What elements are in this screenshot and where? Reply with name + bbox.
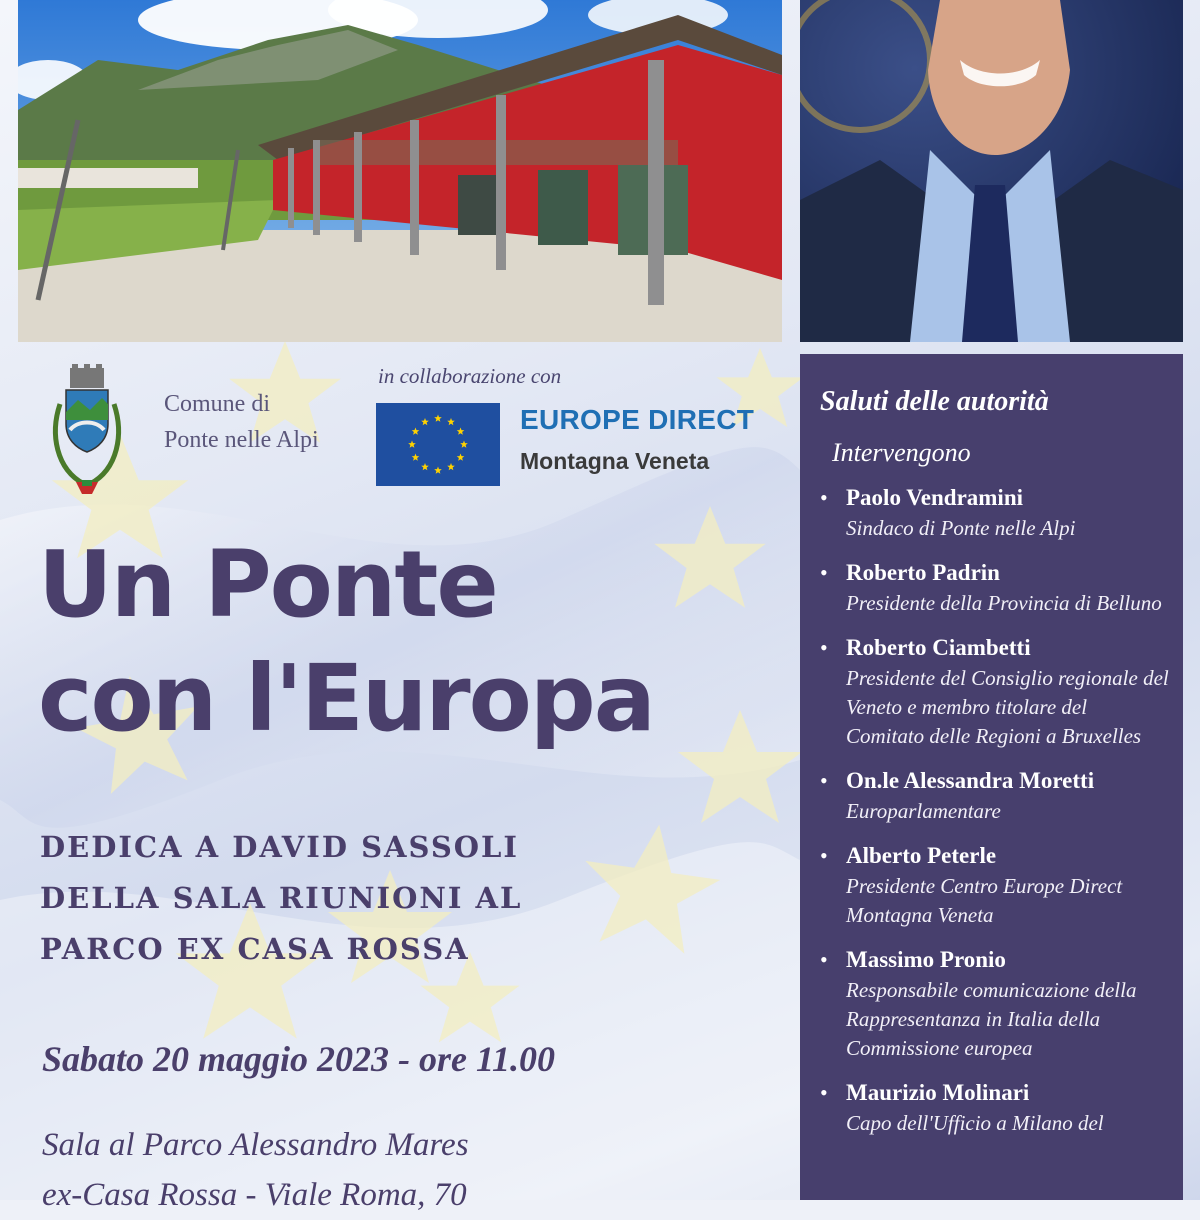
event-date-time: Sabato 20 maggio 2023 - ore 11.00 [42,1039,556,1079]
speaker-role: Capo dell'Ufficio a Milano del [846,1111,1104,1135]
europe-direct-name: EUROPE DIRECT [520,404,755,435]
speaker-name: • Roberto Padrin [846,560,1000,585]
event-title [38,528,798,756]
europe-direct-region: Montagna Veneta [520,448,710,474]
speaker-role: Presidente del Consiglio regionale del Veneto e membro titolare del Comitato delle Regioni a Bruxelles [846,666,1169,748]
speaker-name: • Alberto Peterle [846,843,997,868]
event-subtitle-line2: DELLA SALA RIUNIONI AL [40,881,523,915]
event-venue-line1: Sala al Parco Alessandro Mares [42,1127,469,1163]
event-title-line1: Un Ponte [38,531,497,638]
panel-title: Saluti delle autorità [820,386,1049,417]
event-subtitle [40,822,780,975]
speaker-name: • Maurizio Molinari [846,1080,1030,1105]
speaker-item [818,557,1170,618]
comune-name-line1: Comune di [164,391,270,417]
speaker-role: Presidente Centro Europe Direct Montagna Veneta [846,874,1123,927]
speaker-name: • Paolo Vendramini [846,485,1024,510]
speaker-item [818,1077,1170,1138]
speakers-list [818,482,1170,1152]
speakers-panel [800,354,1183,1200]
speaker-item [818,632,1170,751]
comune-crest-logo [46,364,128,498]
event-title-line2: con l'Europa [38,645,654,752]
event-subtitle-line1: DEDICA A DAVID SASSOLI [40,830,519,864]
portrait-photo [800,0,1183,342]
speaker-item [818,765,1170,826]
speaker-item [818,482,1170,543]
speaker-name: • Roberto Ciambetti [846,635,1031,660]
speaker-role: Responsabile comunicazione della Rappresentanza in Italia della Commissione europea [846,978,1137,1060]
event-subtitle-line3: PARCO EX CASA ROSSA [40,932,470,966]
building-photo [18,0,782,342]
comune-name-line2: Ponte nelle Alpi [164,427,319,453]
event-venue [42,1120,469,1220]
speaker-item [818,944,1170,1063]
speaker-role: Sindaco di Ponte nelle Alpi [846,516,1076,540]
speaker-role: Europarlamentare [846,799,1001,823]
collaboration-label: in collaborazione con [378,364,562,388]
speaker-role: Presidente della Provincia di Belluno [846,591,1162,615]
comune-name [164,386,319,458]
event-venue-line2: ex-Casa Rossa - Viale Roma, 70 [42,1177,467,1213]
speaker-name: • Massimo Pronio [846,947,1006,972]
speaker-item [818,840,1170,930]
speaker-name: • On.le Alessandra Moretti [846,768,1095,793]
panel-subtitle: Intervengono [832,438,971,467]
eu-flag-logo [376,403,500,486]
